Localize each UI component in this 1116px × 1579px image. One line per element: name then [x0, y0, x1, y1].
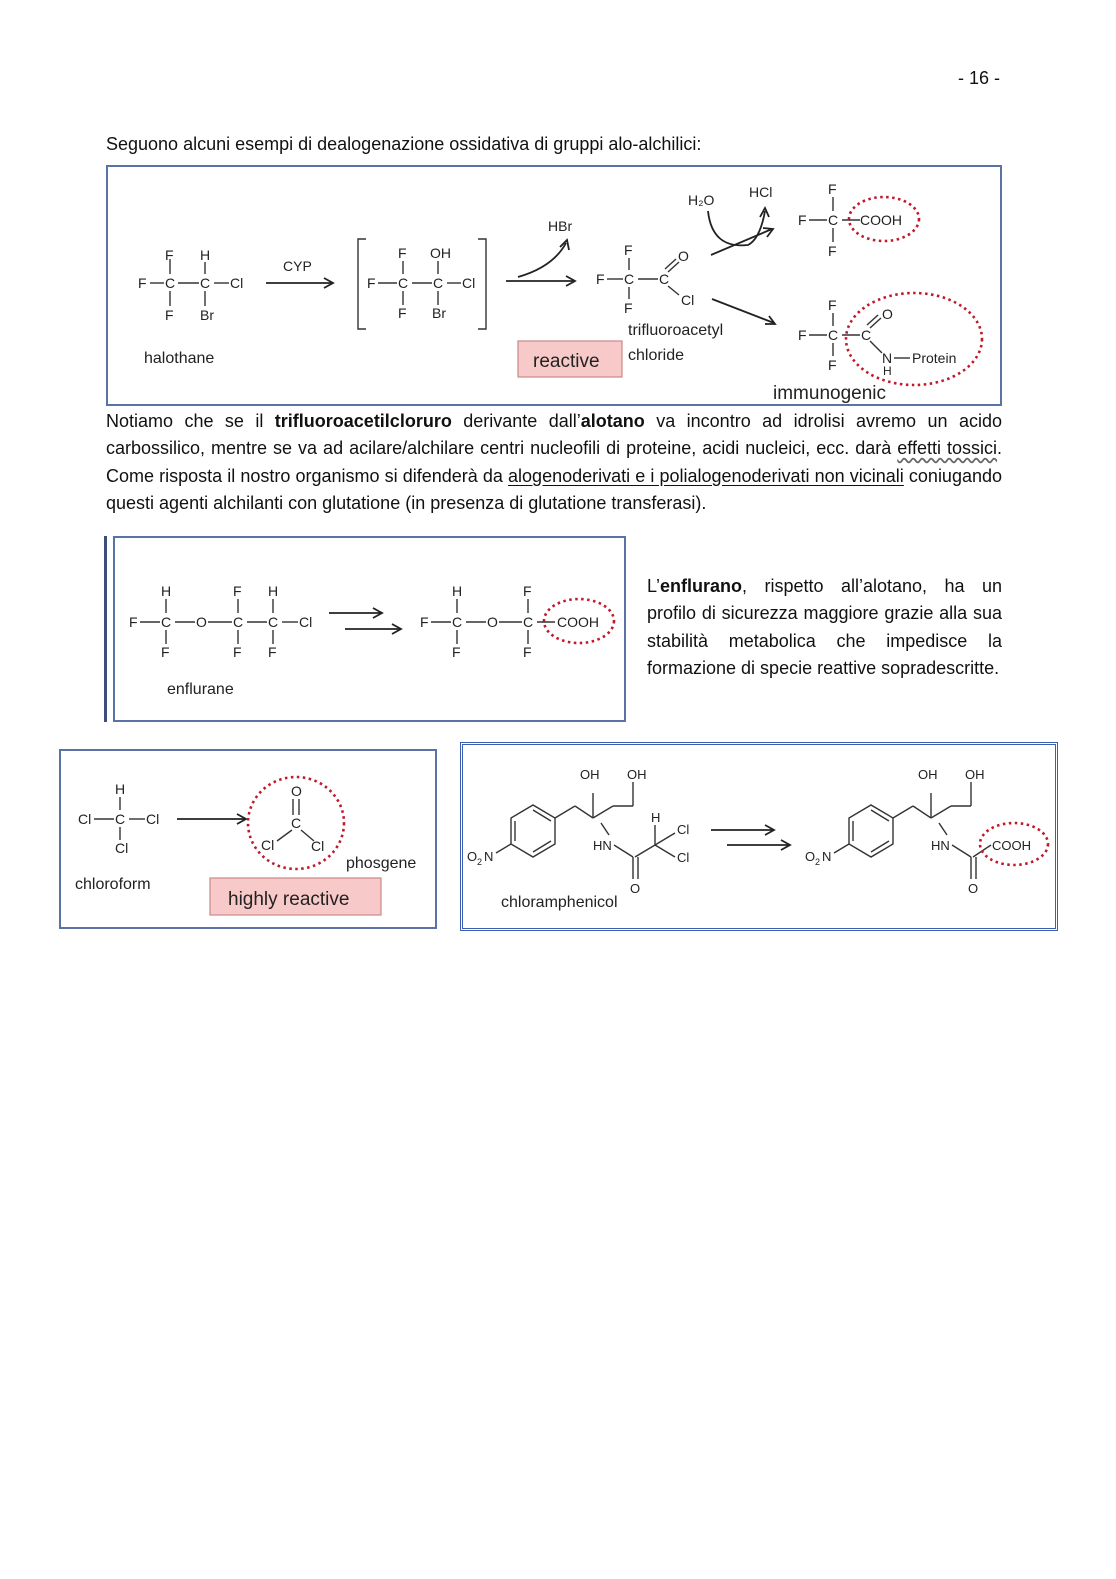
chloramphenicol-diagram [463, 745, 1055, 928]
svg-text:C: C [828, 212, 839, 228]
svg-text:Protein: Protein [912, 350, 957, 366]
svg-text:Br: Br [200, 307, 214, 323]
chloroform-label: chloroform [75, 876, 151, 893]
enflurane-figure [113, 536, 626, 722]
svg-text:Cl: Cl [115, 840, 129, 856]
svg-text:F: F [165, 247, 174, 263]
intro-text: Seguono alcuni esempi di dealogenazione ossidativa di gruppi alo-alchilici: [106, 134, 702, 154]
svg-text:OH: OH [430, 245, 451, 261]
svg-text:HN: HN [931, 838, 950, 853]
cooh-label-2: COOH [557, 614, 599, 630]
bold-trifluoroacetilcloruro: trifluoroacetilcloruro [274, 411, 452, 431]
svg-text:2: 2 [815, 857, 821, 867]
svg-text:OH: OH [627, 767, 647, 782]
cooh-label-3: COOH [992, 838, 1031, 853]
svg-text:F: F [129, 614, 138, 630]
svg-text:C: C [115, 811, 126, 827]
svg-text:Cl: Cl [681, 292, 695, 308]
svg-text:Cl: Cl [146, 811, 160, 827]
bold-alotano: alotano [580, 411, 645, 431]
svg-text:H: H [200, 247, 211, 263]
svg-text:F: F [828, 181, 837, 197]
svg-text:C: C [233, 614, 244, 630]
svg-text:Cl: Cl [311, 838, 325, 854]
svg-text:C: C [165, 275, 176, 291]
svg-text:O: O [630, 881, 641, 896]
paragraph-enflurane: L’enflurano, rispetto all’alotano, ha un profilo di sicurezza maggiore grazie alla sua stabilità metabolica che impedisce la formazione di specie reattive sopradescritte. [647, 576, 1002, 678]
underline-effetti-tossici: effetti tossici [897, 438, 997, 459]
svg-text:H: H [161, 583, 172, 599]
svg-text:F: F [624, 242, 633, 258]
svg-text:OH: OH [580, 767, 600, 782]
halothane-figure [106, 165, 1002, 406]
svg-text:N: N [822, 849, 832, 864]
svg-text:C: C [452, 614, 463, 630]
svg-text:F: F [523, 644, 532, 660]
svg-text:OH: OH [918, 767, 938, 782]
svg-text:O: O [882, 306, 893, 322]
svg-text:C: C [398, 275, 409, 291]
svg-text:F: F [798, 212, 807, 228]
svg-text:O: O [196, 614, 207, 630]
svg-text:H: H [115, 781, 126, 797]
svg-text:H: H [268, 583, 279, 599]
svg-text:H: H [883, 364, 892, 378]
phosgene-label: phosgene [346, 855, 417, 872]
svg-text:Cl: Cl [230, 275, 244, 291]
svg-text:C: C [861, 327, 872, 343]
svg-text:C: C [523, 614, 534, 630]
svg-text:F: F [798, 327, 807, 343]
chloramphenicol-label: chloramphenicol [501, 894, 618, 911]
svg-text:F: F [233, 583, 242, 599]
reactive-label: reactive [533, 351, 600, 372]
svg-text:2: 2 [477, 857, 483, 867]
svg-text:Cl: Cl [261, 837, 275, 853]
svg-text:O: O [805, 849, 816, 864]
svg-text:C: C [659, 271, 670, 287]
halothane-diagram [108, 167, 1004, 408]
cooh-label-1: COOH [860, 212, 902, 228]
svg-text:C: C [433, 275, 444, 291]
svg-text:F: F [398, 245, 407, 261]
svg-text:C: C [828, 327, 839, 343]
svg-text:Cl: Cl [299, 614, 313, 630]
svg-text:Cl: Cl [677, 822, 690, 837]
svg-text:F: F [452, 644, 461, 660]
svg-text:C: C [200, 275, 211, 291]
svg-text:F: F [367, 275, 376, 291]
hbr-label: HBr [548, 218, 573, 234]
chloroform-diagram [61, 751, 439, 931]
svg-text:H: H [452, 583, 463, 599]
highly-reactive-label: highly reactive [228, 889, 350, 910]
svg-text:Cl: Cl [78, 811, 92, 827]
svg-text:N: N [882, 350, 893, 366]
figure-side-bar [104, 536, 107, 722]
immunogenic-label: immunogenic [773, 383, 886, 404]
svg-text:C: C [268, 614, 279, 630]
enflurane-diagram [115, 538, 628, 724]
svg-text:C: C [161, 614, 172, 630]
svg-text:O: O [467, 849, 478, 864]
svg-text:F: F [828, 243, 837, 259]
svg-text:O: O [291, 783, 302, 799]
paragraph-halothane: Notiamo che se il trifluoroacetilcloruro derivante dall’alotano va incontro ad idrolisi avremo un acido carbossilico, mentre se va ad acilare/alchilare centri nucleofili di proteine, acidi nucleici, ecc. darà effetti tossici. Come risposta il nostro organismo si difenderà da alogenoderivati e i polialogenoderivati non vicinali coniugando questi agenti alchilanti con glutatione (in presenza di glutatione transferasi). [106, 411, 1003, 513]
svg-text:F: F [523, 583, 532, 599]
svg-text:F: F [138, 275, 147, 291]
svg-text:F: F [268, 644, 277, 660]
svg-text:F: F [233, 644, 242, 660]
svg-text:C: C [291, 815, 302, 831]
page-number: - 16 - [958, 68, 1001, 88]
svg-text:F: F [828, 297, 837, 313]
svg-text:O: O [487, 614, 498, 630]
cyp-label: CYP [283, 258, 312, 274]
svg-text:HN: HN [593, 838, 612, 853]
svg-text:F: F [596, 271, 605, 287]
svg-text:F: F [398, 305, 407, 321]
h2o-label: H₂O [688, 192, 715, 208]
bold-enflurano: enflurano [660, 576, 743, 596]
chloroform-figure [59, 749, 437, 929]
underline-alogenoderivati: alogenoderivati e i polialogenoderivati non vicinali [508, 465, 904, 486]
hcl-label: HCl [749, 184, 773, 200]
svg-text:F: F [420, 614, 429, 630]
chloramphenicol-figure [460, 742, 1058, 931]
svg-text:Cl: Cl [462, 275, 476, 291]
tfac-label-line1: trifluoroacetyl [628, 322, 724, 339]
svg-text:F: F [161, 644, 170, 660]
halothane-label: halothane [144, 350, 215, 367]
svg-text:C: C [624, 271, 635, 287]
svg-text:H: H [651, 810, 661, 825]
svg-text:N: N [484, 849, 494, 864]
svg-text:F: F [828, 357, 837, 373]
svg-text:F: F [165, 307, 174, 323]
enflurane-label: enflurane [167, 681, 234, 698]
svg-text:O: O [968, 881, 979, 896]
svg-text:Cl: Cl [677, 850, 690, 865]
svg-text:O: O [678, 248, 689, 264]
svg-text:F: F [624, 300, 633, 316]
svg-text:OH: OH [965, 767, 985, 782]
tfac-label-line2: chloride [628, 347, 685, 364]
svg-text:Br: Br [432, 305, 446, 321]
